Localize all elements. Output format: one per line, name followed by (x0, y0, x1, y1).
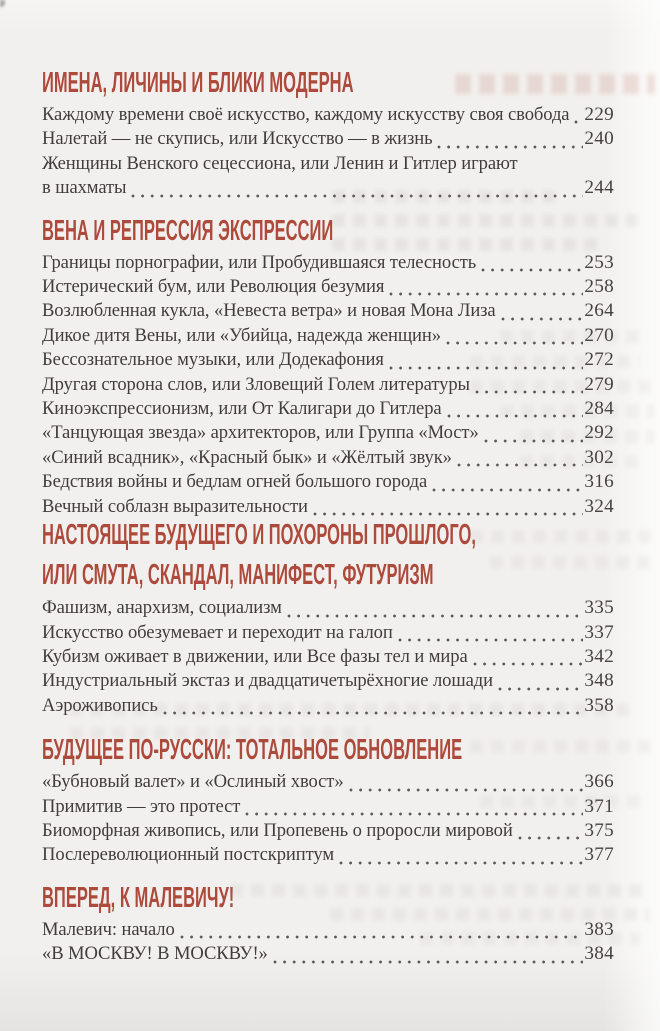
toc-entry-title: «Бубновый валет» и «Ослиный хвост» (42, 771, 344, 793)
toc-entry (42, 152, 614, 176)
dot-leader (518, 819, 584, 843)
dot-leader (501, 299, 584, 323)
toc-entry (42, 421, 614, 445)
toc-entry (42, 495, 614, 519)
toc-entry-page: 366 (584, 771, 614, 793)
toc-entry-page: 348 (584, 670, 614, 692)
toc-entry-page: 335 (584, 597, 614, 619)
toc-entry (42, 275, 614, 299)
section-title-line: НАСТОЯЩЕЕ БУДУЩЕГО И ПОХОРОНЫ ПРОШЛОГО, (42, 519, 476, 552)
toc-entry (42, 446, 614, 470)
toc-entry-title: Послереволюционный постскриптум (42, 844, 334, 866)
dot-leader (446, 324, 583, 348)
section-title (42, 214, 614, 247)
toc-entry-page: 258 (584, 276, 614, 298)
section-title (42, 881, 614, 914)
toc-entry-page: 377 (584, 844, 614, 866)
toc-entry (42, 103, 614, 127)
toc-entry (42, 694, 614, 718)
toc-entry-page: 253 (584, 251, 614, 273)
toc-entry-page: 264 (584, 300, 614, 322)
toc-entry (42, 819, 614, 843)
toc-entry-title: Границы порнографии, или Пробудившаяся телесность (42, 251, 477, 273)
toc-entry (42, 843, 614, 867)
toc-section-modern (42, 67, 614, 201)
toc-entry-page: 240 (584, 128, 614, 150)
toc-entry-page: 383 (584, 918, 614, 940)
dot-leader (447, 397, 584, 421)
toc-entry-page: 270 (584, 324, 614, 346)
dot-leader (287, 596, 584, 620)
toc-entry-title: «Танцующая звезда» архитекторов, или Группа «Мост» (42, 422, 479, 444)
toc-entry (42, 470, 614, 494)
dot-leader (389, 275, 583, 299)
section-title-line: БУДУЩЕЕ ПО-РУССКИ: ТОТАЛЬНОЕ ОБНОВЛЕНИЕ (42, 734, 463, 767)
toc-entry-title: Биоморфная живопись, или Пропевень о проросли мировой (42, 819, 513, 841)
toc-entry-title: Индустриальный экстаз и двадцатичетырёхногие лошади (42, 670, 493, 692)
toc-entry-title: «В МОСКВУ! В МОСКВУ!» (42, 943, 268, 965)
toc-entry-page: 244 (584, 177, 614, 199)
dot-leader (349, 770, 584, 794)
toc-entry-title: Примитив — это протест (42, 795, 241, 817)
dot-leader (473, 645, 584, 669)
toc-entry (42, 669, 614, 693)
section-title (42, 519, 614, 592)
section-title (42, 734, 614, 767)
toc-entry-title: Дикое дитя Вены, или «Убийца, надежда женщин» (42, 324, 441, 346)
section-title-line: ВПЕРЕД, К МАЛЕВИЧУ! (42, 881, 235, 914)
toc-entry-title: Налетай — не скупись, или Искусство — в жизнь (42, 128, 433, 150)
toc-entry-title: Киноэкспрессионизм, или От Калигари до Гитлера (42, 398, 442, 420)
dot-leader (481, 251, 583, 275)
toc-section-russian-future (42, 734, 614, 868)
toc-entry (42, 251, 614, 275)
section-title (42, 67, 614, 99)
toc-entry-title: Аэроживопись (42, 694, 158, 716)
toc-entry-page: 284 (584, 398, 614, 420)
toc-entry-page: 302 (584, 446, 614, 468)
toc-entry-page: 316 (584, 471, 614, 493)
toc-entry-title: Кубизм оживает в движении, или Все фазы тел и мира (42, 645, 468, 667)
toc-entry-title: в шахматы (42, 177, 127, 199)
section-title-line: ИЛИ СМУТА, СКАНДАЛ, МАНИФЕСТ, ФУТУРИЗМ (42, 559, 434, 592)
toc-entry (42, 176, 614, 200)
toc-entry-page: 292 (584, 422, 614, 444)
toc-entry-page: 371 (584, 795, 614, 817)
dot-leader (180, 918, 584, 942)
dot-leader (432, 470, 583, 494)
toc-entry-title: Истерический бум, или Революция безумия (42, 276, 385, 298)
toc-entry (42, 373, 614, 397)
toc-section-malevich (42, 881, 614, 967)
toc-entry (42, 127, 614, 151)
toc-entry (42, 770, 614, 794)
toc-entry (42, 621, 614, 645)
toc-entry-title: Фашизм, анархизм, социализм (42, 597, 282, 619)
dot-leader (398, 621, 584, 645)
toc-section-futurism (42, 519, 614, 718)
dot-leader (245, 795, 583, 819)
dot-leader (389, 348, 583, 372)
toc-entry-page: 229 (584, 104, 614, 125)
toc-entry (42, 596, 614, 620)
toc-entry-title: Бедствия войны и бедлам огней большого города (42, 471, 428, 493)
toc-entry (42, 942, 614, 966)
toc-entry-page: 342 (584, 645, 614, 667)
dot-leader (498, 669, 583, 693)
dot-leader (437, 127, 583, 151)
toc-entry (42, 324, 614, 348)
toc-entry (42, 795, 614, 819)
toc-entry-title: Возлюбленная кукла, «Невеста ветра» и новая Мона Лиза (42, 300, 496, 322)
toc-entry-title: Каждому времени своё искусство, каждому искусству своя свобода (42, 104, 570, 125)
toc-entry (42, 645, 614, 669)
dot-leader (131, 176, 583, 200)
toc-entry-title: Женщины Венского сецессиона, или Ленин и Гитлер играют (42, 152, 518, 174)
toc-entry-page: 384 (584, 943, 614, 965)
toc-entry-page: 324 (584, 495, 614, 517)
toc-entry-title: Вечный соблазн выразительности (42, 495, 308, 517)
toc-section-vienna (42, 214, 614, 519)
dot-leader (273, 942, 584, 966)
section-title-line: ВЕНА И РЕПРЕССИЯ ЭКСПРЕССИИ (42, 214, 334, 247)
toc-entry (42, 397, 614, 421)
toc-entry-page: 358 (584, 694, 614, 716)
section-title-line: ИМЕНА, ЛИЧИНЫ И БЛИКИ МОДЕРНА (42, 67, 354, 99)
toc-entry-page: 375 (584, 819, 614, 841)
dot-leader (475, 373, 583, 397)
dot-leader (163, 694, 584, 718)
dot-leader (339, 843, 583, 867)
toc-entry-title: Бессознательное музыки, или Додекафония (42, 349, 384, 371)
toc-entry-title: Другая сторона слов, или Зловещий Голем литературы (42, 373, 470, 395)
dot-leader (574, 103, 583, 127)
toc-entry-title: Малевич: начало (42, 918, 175, 940)
toc-entry-title: «Синий всадник», «Красный бык» и «Жёлтый звук» (42, 446, 452, 468)
toc-entry (42, 299, 614, 323)
toc-entry (42, 348, 614, 372)
dot-leader (313, 495, 583, 519)
toc-entry-page: 279 (584, 373, 614, 395)
dot-leader (484, 421, 584, 445)
toc-entry (42, 918, 614, 942)
toc-entry-page: 337 (584, 621, 614, 643)
toc-entry-page: 272 (584, 349, 614, 371)
dot-leader (457, 446, 583, 470)
toc-entry-title: Искусство обезумевает и переходит на галоп (42, 621, 393, 643)
